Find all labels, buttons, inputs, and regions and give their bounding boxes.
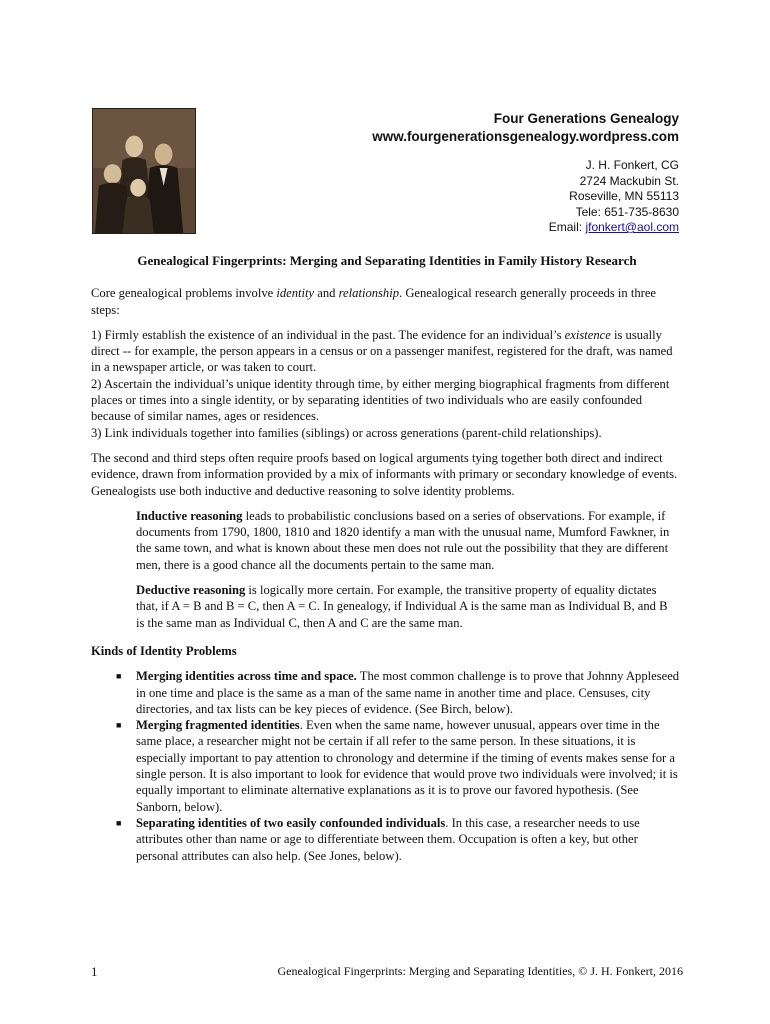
family-photo <box>92 108 196 234</box>
site-name: Four Generations Genealogy <box>493 111 679 126</box>
step-1: 1) Firmly establish the existence of an individual in the past. The evidence for an individual’s existence is usually direct -- for example, the person appears in a census or on a passenger manifest, registered for the draft, was named in a newspaper article, or was taken to court. <box>91 327 673 375</box>
bullet-icon: ■ <box>116 720 122 731</box>
letterhead <box>372 110 679 236</box>
step-3: 3) Link individuals together into families (siblings) or across generations (parent-child relationships). <box>91 425 602 440</box>
email-line <box>372 220 679 236</box>
inductive-term: Inductive reasoning <box>136 508 243 523</box>
inductive-paragraph: Inductive reasoning leads to probabilistic conclusions based on a series of observations. For example, if documents from 1790, 1800, 1810 and 1820 identify a man with the unusual name, Mumford Fawkner, in the same town, and what is known about these men does not rule out the possibility that they are different men, there is a good chance all the documents pertain to the same man. <box>136 508 670 572</box>
bullet-icon: ■ <box>116 817 122 828</box>
list-item: ■ Merging identities across time and space. The most common challenge is to prove that Johnny Appleseed in one time and place is the same as a man of the same name in another time and place. Censuses, city directories, and tax lists can be key pieces of evidence. (See Birch, below). <box>116 669 680 716</box>
deductive-term: Deductive reasoning <box>136 583 246 598</box>
site-url[interactable]: www.fourgenerationsgenealogy.wordpress.com <box>372 129 679 144</box>
phone: Tele: 651-735-8630 <box>575 204 679 219</box>
address-line-2: Roseville, MN 55113 <box>569 189 679 203</box>
email-link[interactable]: jfonkert@aol.com <box>585 220 679 234</box>
address-line-1: 2724 Mackubin St. <box>579 173 679 188</box>
paragraph-2: The second and third steps often require proofs based on logical arguments tying together both direct and indirect evidence, drawn from information provided by a mix of informants with primary or secondary knowledge of events. Genealogists use both inductive and deductive reasoning to solve identity problems. <box>91 450 678 498</box>
identity-problems-list <box>91 668 683 864</box>
contact-block <box>372 158 679 236</box>
document-body <box>91 253 683 864</box>
footer-text: Genealogical Fingerprints: Merging and Separating Identities, © J. H. Fonkert, 2016 <box>277 964 683 978</box>
email-label: Email: <box>548 220 586 234</box>
deductive-paragraph: Deductive reasoning is logically more certain. For example, the transitive property of equality dictates that, if A = B and B = C, then A = C. In genealogy, if Individual A is the same man as Individual B, and B is the same man as Individual C, then A and C are the same man. <box>136 583 668 630</box>
kinds-heading: Kinds of Identity Problems <box>91 643 237 658</box>
family-photo-icon <box>93 109 195 233</box>
author-name: J. H. Fonkert, CG <box>585 158 679 172</box>
steps-block <box>91 327 683 441</box>
step-2: 2) Ascertain the individual’s unique identity through time, by either merging biographical fragments from different places or times into a single identity, or by separating identities of two individuals who are easily confounded because of similar names, ages or residences. <box>91 376 670 424</box>
page-number: 1 <box>91 964 98 979</box>
bullet-icon: ■ <box>116 671 122 682</box>
list-item: ■ Merging fragmented identities. Even when the same name, however unusual, appears over time in the same place, a researcher might not be certain if all refer to the same person. In these situations, it is especially important to pay attention to chronology and determine if the timing of events makes sense for a single person. It is also important to look for evidence that would prove two individuals were involved; it is equally important to eliminate alternative explanations as it is to prove our favored hypothesis. (See Sanborn, below). <box>116 718 678 814</box>
document-title: Genealogical Fingerprints: Merging and Separating Identities in Family History Research <box>137 253 637 268</box>
list-item: ■ Separating identities of two easily confounded individuals. In this case, a researcher needs to use attributes other than name or age to differentiate between them. Occupation is often a key, but other personal attributes can also help. (See Jones, below). <box>116 815 640 863</box>
intro-paragraph: Core genealogical problems involve identity and relationship. Genealogical research generally proceeds in three steps: <box>91 286 657 317</box>
